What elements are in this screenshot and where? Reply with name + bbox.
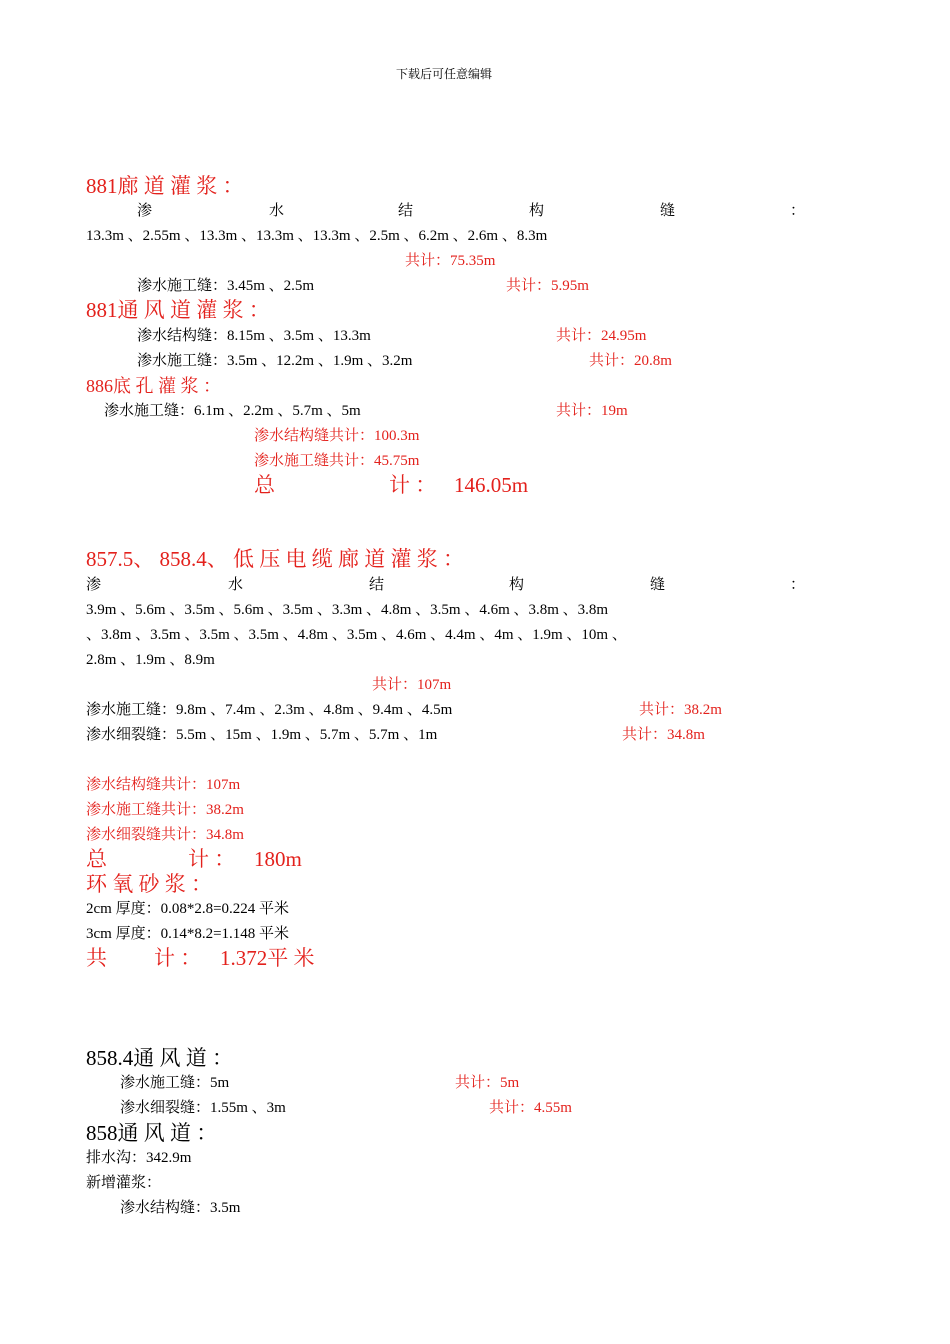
grand-total-value: 146.05m [454, 473, 529, 497]
section-cable-gallery-title: 857.5、 858.4、 低 压 电 缆 廊 道 灌 浆 ： [86, 547, 464, 571]
const-joint-total: 共计：38.2m [639, 702, 722, 718]
struct-seam-total: 共计：24.95m [556, 328, 647, 344]
sum-struct-seam: 渗水结构缝共计：100.3m [254, 428, 420, 444]
epoxy-total-label-b: 计 ： [154, 946, 202, 970]
crack-line: 渗水细裂缝：5.5m 、15m 、1.9m 、5.7m 、5.7m 、1m [86, 727, 438, 743]
label-char: 构 [509, 577, 525, 593]
struct-seam-total: 共计：75.35m [405, 253, 496, 269]
const-joint-total: 共计：19m [556, 403, 628, 419]
grand-total-label-a: 总 [254, 473, 275, 497]
struct-seam-line: 渗水结构缝：8.15m 、3.5m 、13.3m [137, 328, 371, 344]
section-858-air-duct-title: 858通 风 道 ： [86, 1121, 218, 1145]
const-joint-line: 渗水施工缝：5m [120, 1075, 230, 1091]
header-note: 下载后可任意编辑 [396, 67, 493, 81]
label-char: 结 [398, 203, 414, 219]
const-joint-total: 共计：5m [455, 1075, 520, 1091]
label-char: 缝 [650, 577, 666, 593]
section-886-bottom-hole-title: 886底 孔 灌 浆 ： [86, 376, 221, 396]
label-char: 构 [529, 203, 545, 219]
sum-struct-seam: 渗水结构缝共计：107m [86, 777, 241, 793]
section-881-air-duct-title: 881通 风 道 灌 浆 ： [86, 298, 270, 322]
struct-seam-total: 共计：107m [372, 677, 452, 693]
sum-crack: 渗水细裂缝共计：34.8m [86, 827, 244, 843]
sum-const-joint: 渗水施工缝共计：45.75m [254, 453, 420, 469]
section-epoxy-mortar-title: 环 氧 砂 浆 ： [86, 872, 212, 896]
label-char: ： [790, 577, 806, 593]
const-joint-total: 共计：20.8m [589, 353, 672, 369]
sum-const-joint: 渗水施工缝共计：38.2m [86, 802, 244, 818]
section-858-4-air-duct-title: 858.4通 风 道 ： [86, 1046, 233, 1070]
crack-total: 共计：4.55m [489, 1100, 572, 1116]
const-joint-line: 渗水施工缝：3.45m 、2.5m [137, 278, 315, 294]
struct-values-row-2: 、3.8m 、3.5m 、3.5m 、3.5m 、4.8m 、3.5m 、4.6m 、4.4m 、4m 、1.9m 、10m 、 [86, 627, 627, 643]
new-grouting-label: 新增灌浆： [86, 1175, 162, 1191]
label-char: 水 [228, 577, 244, 593]
label-char: ： [790, 203, 806, 219]
struct-values-row-1: 3.9m 、5.6m 、3.5m 、5.6m 、3.5m 、3.3m 、4.8m 、3.5m 、4.6m 、3.8m 、3.8m [86, 602, 609, 618]
grand-total-label-a: 总 [86, 847, 107, 871]
epoxy-total-value: 1.372平 米 [220, 946, 315, 970]
label-char: 水 [269, 203, 285, 219]
label-char: 缝 [660, 203, 676, 219]
struct-values-row-3: 2.8m 、1.9m 、8.9m [86, 652, 215, 668]
const-joint-total: 共计：5.95m [506, 278, 589, 294]
const-joint-line: 渗水施工缝：3.5m 、12.2m 、1.9m 、3.2m [137, 353, 413, 369]
label-char: 渗 [86, 577, 102, 593]
section-881-gallery-title: 881廊 道 灌 浆 ： [86, 174, 244, 198]
label-char: 渗 [137, 203, 153, 219]
struct-seam-values: 13.3m 、2.55m 、13.3m 、13.3m 、13.3m 、2.5m 、6.2m 、2.6m 、8.3m [86, 228, 548, 244]
epoxy-line-2cm: 2cm 厚度：0.08*2.8=0.224 平米 [86, 901, 290, 917]
crack-total: 共计：34.8m [622, 727, 705, 743]
epoxy-total-label-a: 共 [86, 946, 107, 970]
drain-line: 排水沟：342.9m [86, 1150, 192, 1166]
const-joint-line: 渗水施工缝：9.8m 、7.4m 、2.3m 、4.8m 、9.4m 、4.5m [86, 702, 453, 718]
crack-line: 渗水细裂缝：1.55m 、3m [120, 1100, 286, 1116]
const-joint-line: 渗水施工缝：6.1m 、2.2m 、5.7m 、5m [104, 403, 361, 419]
struct-seam-line: 渗水结构缝：3.5m [120, 1200, 241, 1216]
label-char: 结 [369, 577, 385, 593]
grand-total-label-b: 计 ： [188, 847, 236, 871]
grand-total-label-b: 计 ： [389, 473, 437, 497]
grand-total-value: 180m [254, 847, 302, 871]
epoxy-line-3cm: 3cm 厚度：0.14*8.2=1.148 平米 [86, 926, 290, 942]
